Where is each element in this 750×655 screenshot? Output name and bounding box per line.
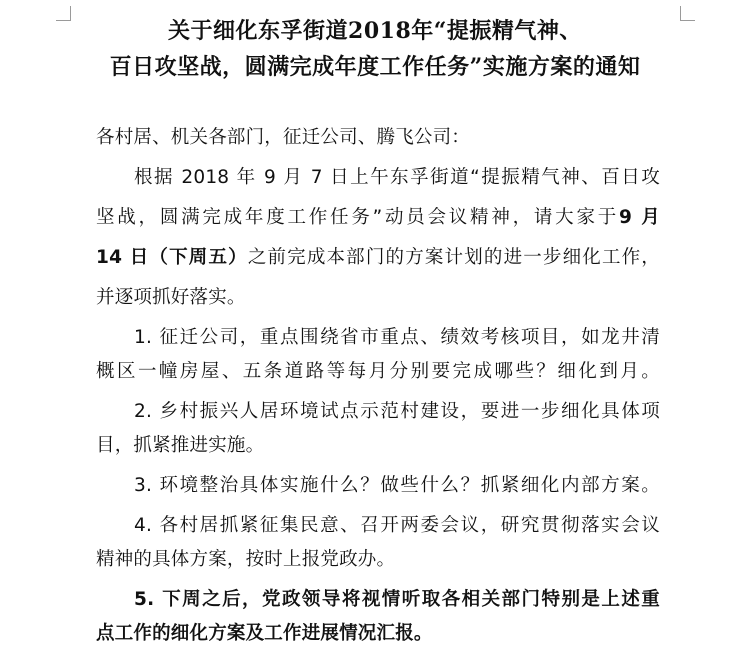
- item-1-line-1: 1. 征迁公司，重点围绕省市重点、绩效考核项目，如龙井清: [134, 327, 660, 348]
- paragraph-1-line-2-text: 坚战，圆满完成年度工作任务”动员会议精神，请大家于: [96, 207, 619, 228]
- item-4-line-2: 精神的具体方案，按时上报党政办。: [96, 549, 396, 570]
- item-2-line-2: 目，抓紧推进实施。: [96, 435, 265, 456]
- deadline-date-part-1: 9 月: [619, 207, 660, 228]
- paragraph-1-line-3-text: 之前完成本部门的方案计划的进一步细化工作，: [247, 247, 660, 268]
- item-4-line-1: 4. 各村居抓紧征集民意、召开两委会议，研究贯彻落实会议: [134, 515, 660, 536]
- paragraph-1-line-3: [96, 246, 660, 270]
- item-5-line-1: 5. 下周之后，党政领导将视情听取各相关部门特别是上述重: [134, 589, 660, 610]
- paragraph-1-line-2: [96, 206, 660, 230]
- item-1-line-2: 概区一幢房屋、五条道路等每月分别要完成哪些？细化到月。: [96, 361, 660, 382]
- document-title-line-2: 百日攻坚战，圆满完成年度工作任务”实施方案的通知: [109, 54, 641, 80]
- document-title-line-1: 关于细化东孚街道2018年“提振精气神、: [168, 18, 582, 44]
- item-5-line-2: 点工作的细化方案及工作进展情况汇报。: [96, 623, 433, 644]
- paragraph-1-line-1: 根据 2018 年 9 月 7 日上午东孚街道“提振精气神、百日攻: [134, 167, 660, 188]
- salutation: 各村居、机关各部门，征迁公司、腾飞公司：: [96, 127, 471, 148]
- deadline-date-part-2: 14 日（下周五）: [96, 247, 248, 268]
- item-2-line-1: 2. 乡村振兴人居环境试点示范村建设，要进一步细化具体项: [134, 401, 660, 422]
- paragraph-1-line-4: 并逐项抓好落实。: [96, 287, 246, 308]
- item-3-line-1: 3. 环境整治具体实施什么？做些什么？抓紧细化内部方案。: [134, 475, 660, 496]
